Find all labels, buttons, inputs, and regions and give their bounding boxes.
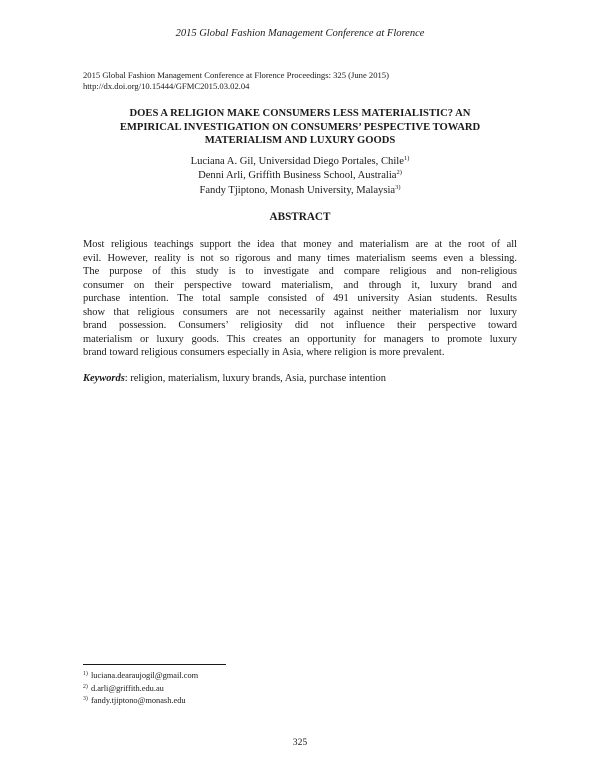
footnote-entry bbox=[83, 670, 383, 683]
proceedings-citation: 2015 Global Fashion Management Conference at Florence Proceedings: 325 (June 2015) bbox=[83, 70, 389, 80]
footnote-email[interactable]: d.arli@griffith.edu.au bbox=[90, 683, 164, 693]
author-affiliation: Fandy Tjiptono, Monash University, Malaysia bbox=[199, 184, 396, 196]
title-line: MATERIALISM AND LUXURY GOODS bbox=[204, 135, 396, 147]
keywords-label: Keywords bbox=[83, 373, 125, 384]
footnote-marker: 2) bbox=[396, 169, 402, 177]
footnote-marker: 2) bbox=[83, 683, 88, 690]
running-head: 2015 Global Fashion Management Conference at Florence bbox=[175, 28, 425, 39]
footnote-marker: 3) bbox=[83, 696, 88, 703]
footnote-entry bbox=[83, 695, 383, 708]
abstract-line: Most religious teachings support the idea that money and materialism are at the root of all bbox=[83, 239, 517, 250]
footnote-marker: 1) bbox=[403, 155, 410, 162]
footnotes bbox=[83, 670, 383, 708]
doi-link[interactable]: http://dx.doi.org/10.15444/GFMC2015.03.02.04 bbox=[83, 81, 250, 91]
author-entry bbox=[70, 184, 530, 198]
abstract-line: brand possession. Consumers’ religiosity did not influence their perspective toward bbox=[83, 320, 517, 332]
paper-title bbox=[70, 107, 530, 148]
author-entry bbox=[70, 169, 530, 183]
abstract-line: consumer on their perspective toward materialism, and through it, luxury brand and bbox=[83, 279, 517, 291]
footnote-email[interactable]: fandy.tjiptono@monash.edu bbox=[90, 696, 186, 706]
abstract-heading: ABSTRACT bbox=[269, 211, 331, 223]
footnote-marker: 3) bbox=[395, 183, 401, 191]
author-affiliation: Luciana A. Gil, Universidad Diego Portales, Chile bbox=[190, 156, 404, 167]
abstract-line: evil. However, reality is not so rigorous and many times materialism seems even a blessing. bbox=[83, 252, 517, 264]
page-number: 325 bbox=[292, 737, 308, 748]
abstract-line: purchase intention. The total sample consisted of 491 university Asian students. Results bbox=[83, 293, 517, 305]
abstract-body bbox=[83, 238, 517, 360]
keywords bbox=[83, 373, 523, 384]
footnote-email[interactable]: luciana.dearaujogil@gmail.com bbox=[90, 671, 199, 680]
author-list bbox=[70, 155, 530, 198]
abstract-line: materialism or luxury goods. This creates an opportunity for managers to promote luxury bbox=[83, 333, 517, 345]
author-entry bbox=[70, 155, 530, 169]
author-affiliation: Denni Arli, Griffith Business School, Australia bbox=[198, 170, 397, 182]
footnote-marker: 1) bbox=[83, 671, 88, 677]
title-line: EMPIRICAL INVESTIGATION ON CONSUMERS’ PESPECTIVE TOWARD bbox=[119, 121, 481, 133]
footnote-entry bbox=[83, 683, 383, 696]
footnote-divider bbox=[83, 664, 226, 665]
abstract-line: The purpose of this study is to investigate and compare religious and non-religious bbox=[83, 266, 517, 278]
keywords-text: religion, materialism, luxury brands, Asia, purchase intention bbox=[130, 373, 386, 384]
proceedings-info bbox=[83, 70, 523, 92]
abstract-line: show that religious consumers are not necessarily against neither materialism nor luxury bbox=[83, 306, 517, 318]
title-line: DOES A RELIGION MAKE CONSUMERS LESS MATERIALISTIC? AN bbox=[129, 108, 471, 119]
keywords-separator: : bbox=[124, 373, 131, 384]
abstract-line: brand toward religious consumers especially in Asia, where religion is more prevalent. bbox=[83, 347, 445, 359]
